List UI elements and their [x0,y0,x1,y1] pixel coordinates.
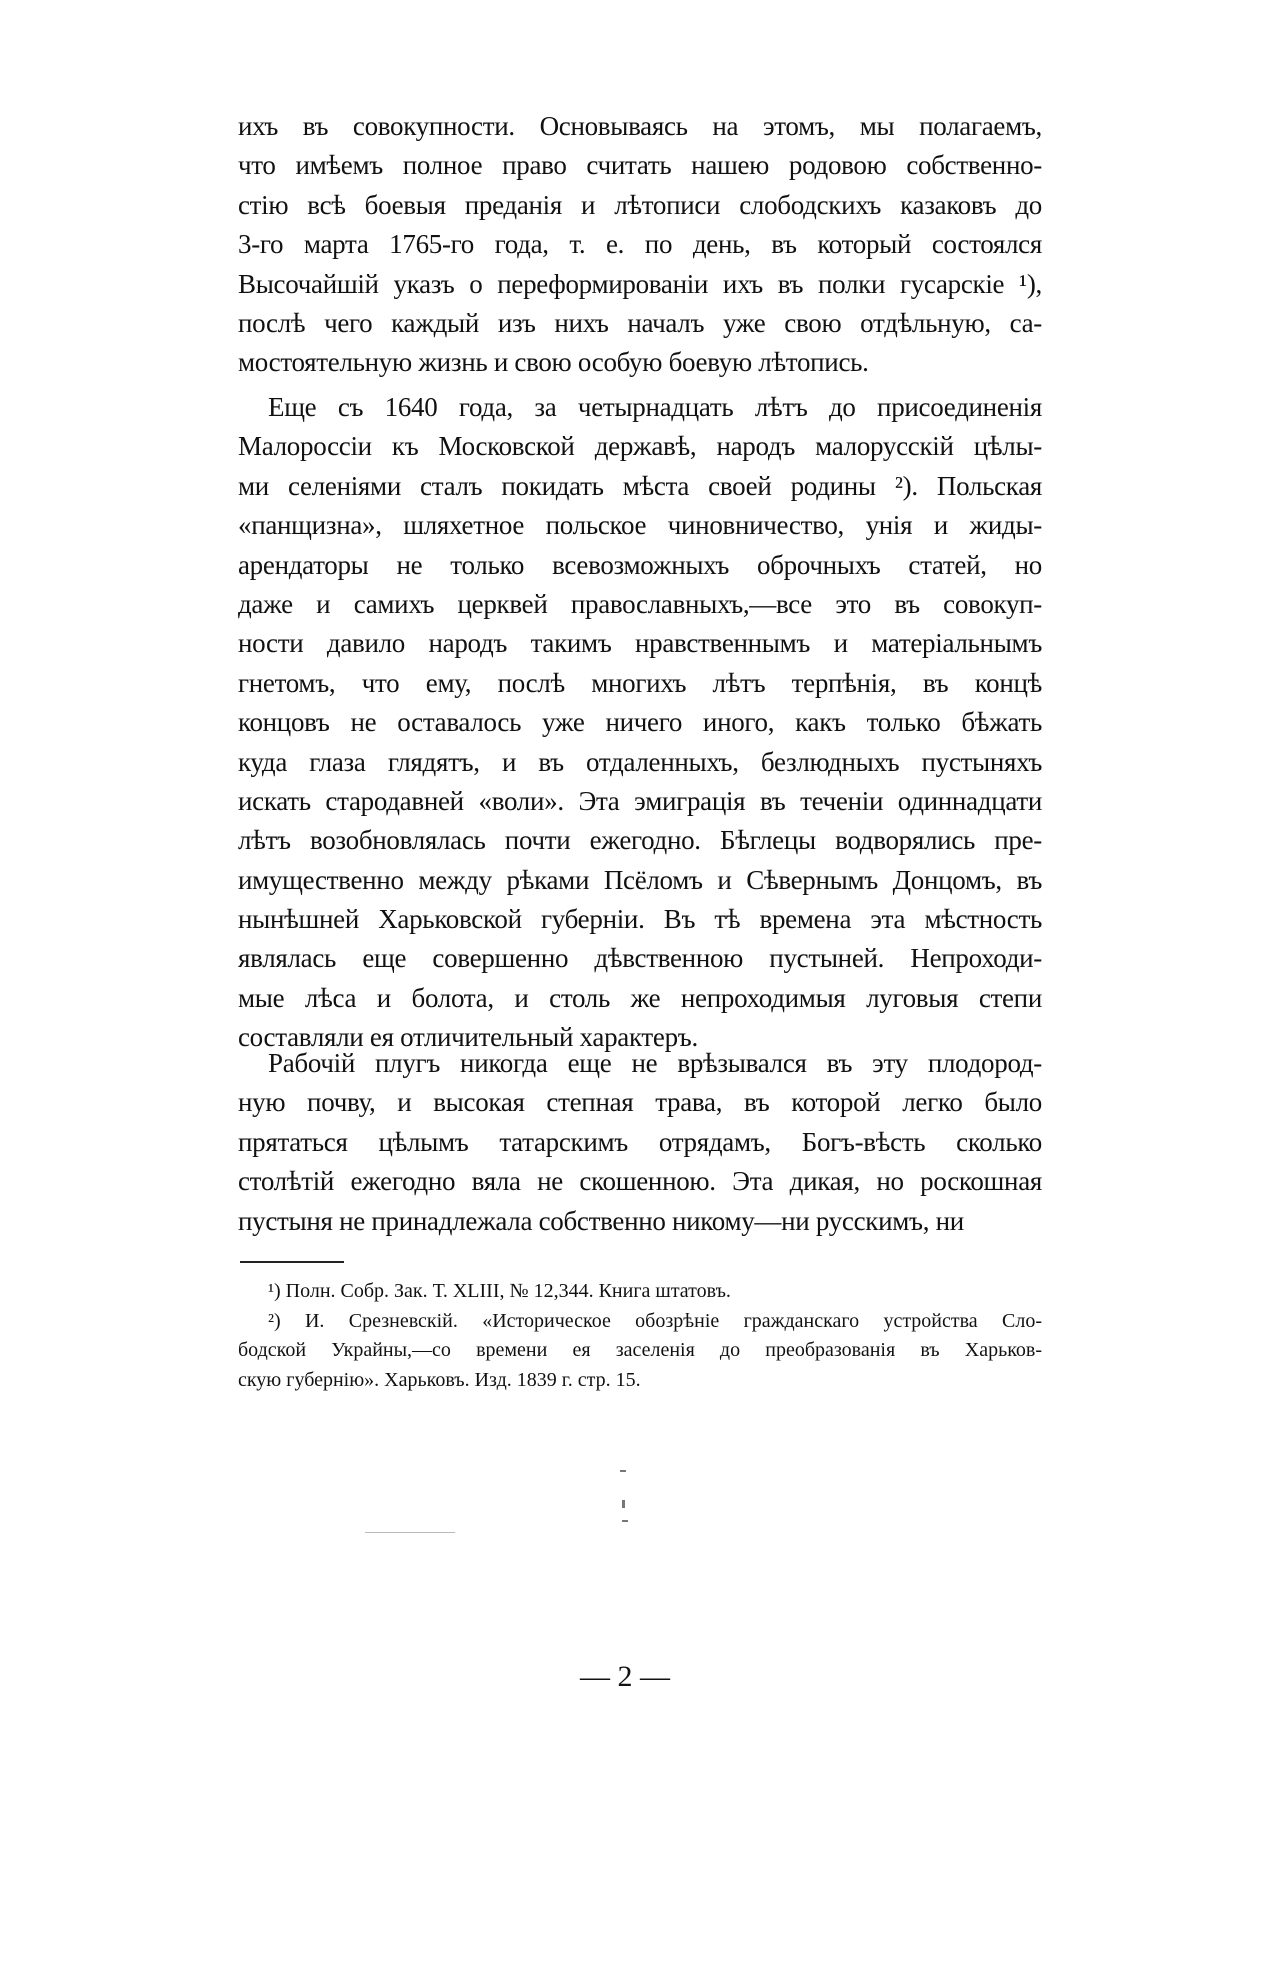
text-line: мые лѣса и болота, и столь же непроходимыя луговыя степи [238,982,1042,1013]
text-line: «панщизна», шляхетное польское чиновничество, унія и жиды- [238,510,1042,541]
paragraph-2 [238,388,1042,1058]
text-line: что имѣемъ полное право считать нашею родовою собственно- [238,150,1042,181]
page-number: — 2 — [580,1660,670,1693]
text-line: ную почву, и высокая степная трава, въ которой легко было [238,1087,1042,1118]
text-line: ми селеніями сталъ покидать мѣста своей родины ²). Польская [238,470,1042,501]
text-line: столѣтій ежегодно вяла не скошенною. Эта дикая, но роскошная [238,1166,1042,1197]
text-line: пустыня не принадлежала собственно никому—ни русскимъ, ни [238,1205,964,1236]
scan-speck [365,1532,455,1533]
paragraph-1 [238,107,1042,383]
text-line: стію всѣ боевыя преданія и лѣтописи слободскихъ казаковъ до [238,189,1042,220]
text-line: концовъ не оставалось уже ничего иного, какъ только бѣжать [238,707,1042,738]
text-line: имущественно между рѣками Псёломъ и Сѣвернымъ Донцомъ, въ [238,864,1042,895]
text-line: Рабочій плугъ никогда еще не врѣзывался въ эту плодород- [268,1048,1042,1078]
scan-speck [622,1500,625,1508]
text-line: даже и самихъ церквей православныхъ,—все это въ совокуп- [238,588,1042,619]
text-line: послѣ чего каждый изъ нихъ началъ уже свою отдѣльную, са- [238,307,1042,338]
text-line: нынѣшней Харьковской губерніи. Въ тѣ времена эта мѣстность [238,904,1042,935]
text-line: мостоятельную жизнь и свою особую боевую лѣтопись. [238,347,869,378]
text-line: гнетомъ, что ему, послѣ многихъ лѣтъ терпѣнія, въ концѣ [238,667,1042,698]
text-line: 3-го марта 1765-го года, т. е. по день, въ который состоялся [238,229,1042,260]
text-line: ихъ въ совокупности. Основываясь на этомъ, мы полагаемъ, [238,111,1042,141]
text-line: бодской Украйны,—со времени ея заселенія до преобразованія въ Харьков- [238,1339,1042,1361]
text-line: ¹) Полн. Собр. Зак. Т. XLIII, № 12,344. Книга штатовъ. [268,1280,731,1302]
text-line: скую губернію». Харьковъ. Изд. 1839 г. стр. 15. [238,1368,641,1391]
text-line: куда глаза глядятъ, и въ отдаленныхъ, безлюдныхъ пустыняхъ [238,746,1042,777]
text-line: Малороссіи къ Московской державѣ, народъ малорусскій цѣлы- [238,431,1042,462]
footnote-divider [240,1261,344,1263]
text-line: ²) И. Срезневскій. «Историческое обозрѣніе гражданскаго устройства Сло- [268,1309,1042,1332]
text-line: лѣтъ возобновлялась почти ежегодно. Бѣглецы водворялись пре- [238,825,1042,856]
text-line: ности давило народъ такимъ нравственнымъ и матеріальнымъ [238,628,1042,659]
text-line: искать стародавней «воли». Эта эмиграція въ теченіи одиннадцати [238,785,1042,816]
scan-speck [622,1520,628,1522]
paragraph-3 [238,1044,1042,1241]
text-line: арендаторы не только всевозможныхъ оброчныхъ статей, но [238,549,1042,580]
footnotes [238,1277,1042,1395]
scan-speck [620,1470,626,1472]
text-line: прятаться цѣлымъ татарскимъ отрядамъ, Богъ-вѣсть сколько [238,1126,1042,1157]
text-line: составляли ея отличительный характеръ. [238,1022,698,1053]
text-line: являлась еще совершенно дѣвственною пустыней. Непроходи- [238,943,1042,974]
text-line: Еще съ 1640 года, за четырнадцать лѣтъ до присоединенія [268,392,1042,422]
text-line: Высочайшій указъ о переформированіи ихъ въ полки гусарскіе ¹), [238,268,1042,299]
